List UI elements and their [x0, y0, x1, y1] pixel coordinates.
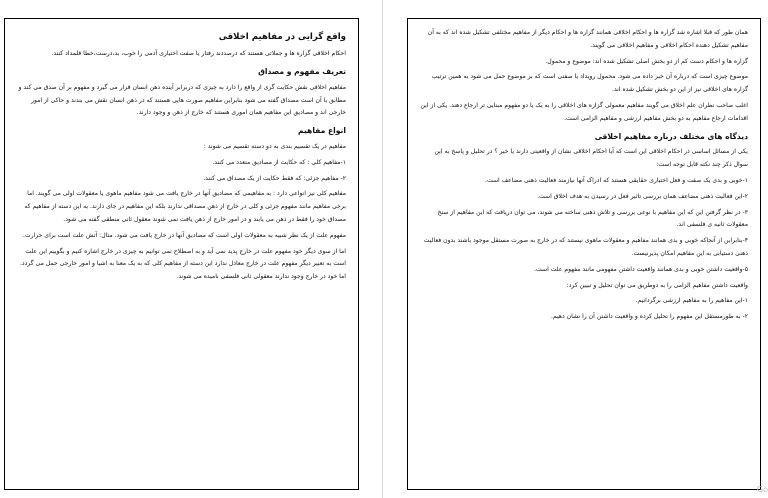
type-item: ۲- مفاهیم جزئی: که فقط حکایت از یک مصداق می کنند.	[203, 174, 346, 182]
section-heading-concept: تعریف مفهوم و مصداق	[258, 66, 346, 76]
list-item: ۱-خوبی و بدی یک صفت و فعل اختیاری حقایقی هستند که ادراک آنها نیازمند فعالیت ذهنی مضاعف است.	[485, 177, 748, 185]
page-heading: واقع گرایی در مفاهیم اخلاقی	[218, 32, 346, 42]
list-item: ۳- در نظر گرفتن این که این مفاهیم با نوعی بررسی و تلاش ذهنی ساخته می شوند، می توان دریافت که این مفاهیم از سنخ معقولات ثانیه ی فلسفی اند.	[437, 208, 748, 229]
paragraph-3: موضوع چیزی است که درباره آن خبر داده می شود. محمول رویداد یا صفتی است که بر موضوع حمل می شود به همین ترتیب گزاره های اخلاقی نیز از این دو بخش تشکیل شده اند.	[431, 73, 748, 94]
universal-concepts-paragraph: مفاهیم کلی نیز انواعی دارد : به مفاهیمی که مصادیق آنها در خارج یافت می شود مفاهیم ماهوی یا معقولات اولی می گویند. اما برخی مفاهیم مانند مفهوم جزئی و کلی در خارج از ذهن مصداقی ندارند بلکه این مفاهیم در جای دارند. به این دسته از مفاهیم که مصداق خود را فقط در ذهن می یابند و در امور خارج از ذهن یافت نمی شوند معقول ثانی منطقی گفته می شود.	[24, 190, 346, 224]
paragraph-4: اغلب صاحب نظران علم اخلاق می گویند مفاهیم معمولی گزاره های اخلاقی را به یک یا دو مفهوم مبنایی تر ارجاع دهند. یکی از این اقدامات ارجاع مفاهیم به دو بخش مفاهیم ارزشی و مفاهیم الزامی است.	[420, 101, 748, 122]
paragraph-2: گزاره ها و احکام دست کم از دو بخش اصلی تشکیل شده اند: موضوع و محمول.	[545, 57, 748, 65]
paragraph-5: یکی از مسائل اساسی در احکام اخلاقی این است که آیا احکام اخلاقی نشان از واقعیتی دارند یا خیر ؟ در تحلیل و پاسخ به این سوال ذکر چند نکته قابل توجه است:	[434, 148, 748, 169]
watermark: Go	[756, 485, 768, 494]
type-item: ۱-مفاهیم کلی : که حکایت از مصادیق متعدد می کنند.	[212, 158, 346, 166]
paragraph-1: همان طور که قبلا اشاره شد گزاره ها و احکام اخلاقی همانند گزاره ها و احکام دیگر از مفاهیم مختلفی تشکیل شده اند که به آن مفاهیم تشکیل دهنده احکام اخلاقی و مفاهیم اخلاقی می گویند.	[427, 29, 748, 49]
list-item: ۵-واقعیت داشتن خوبی و بدی همانند واقعیت داشتن مفهومی مانند مفهوم علت است.	[534, 265, 748, 273]
document-page-left	[4, 18, 359, 490]
document-page-right	[407, 18, 761, 490]
list-item: ۲-این فعالیت ذهنی مضاعف همان بررسی تاثیر فعل در رسیدن به هدف اخلاق است.	[537, 192, 748, 200]
list-item: ۱-این مفاهیم را به مفاهیم ارزشی برگردانیم.	[635, 297, 748, 305]
list-item: ۲- به طورمستقل این مفهوم را تحلیل کرده و واقعیت داشتن آن را نشان دهیم.	[550, 313, 748, 321]
page-divider	[382, 0, 383, 498]
philosophical-concepts-paragraph: اما از سوی دیگر خود مفهوم علت در خارج پدید نمی آید و به اصطلاح نمی توانیم به چیزی در خارج اشاره کنیم و بگوییم این علت است به تعبیر دیگر مفهوم علت در خارج معادل ندارد این دسته از مفاهیم کلی که به یک معنا به اشیا و امور خارجی حمل می گردد. اما خود در خارج وجود ندارند معقولی ثانی فلسفی نامیده می شوند.	[19, 247, 346, 281]
section-heading-types: انواع مفاهیم	[298, 126, 346, 136]
concept-paragraph: مفاهیم اخلاقی نقش حکایت گری از واقع را دارد به چیزی که دربرابر آینده ذهن انسان قرار می گیرد و مفهوم بر آن صدق می کند و مطابق با آن است مصداق گفته می شود بنابراین مفاهیم صورت هایی هستند که در ذهن انسان نقش می بندند و حاکی از امور خارجی اند و مصادیق این مفاهیم همان اموری هستند که خارج از ذهن و وجود دارند.	[18, 83, 346, 117]
types-intro: مفاهیم در یک تقسیم بندی به دو دسته تقسیم می شوند :	[203, 143, 346, 151]
list-item: ۴-بنابراین از آنجاکه خوبی و بدی همانند مفاهیم و معقولات ماهوی نیستند که در خارج به صورت مستقل موجود باشند بدون فعالیت ذهنی دستیابی به این مفاهیم امکان پذیرنیست.	[423, 237, 748, 258]
cause-concept-paragraph: مفهوم علت از یک نظر شبیه به معقولات اولی است که مصادیق آنها در خارج یافت می شود. مثال: آتش علت است برای حرارت.	[22, 231, 346, 239]
list-item: واقعیت داشتن مفاهیم الزامی را به دوطریق می توان تحلیل و تبیین کرد:	[566, 281, 748, 289]
intro-paragraph: احکام اخلاقی گزاره ها و جملاتی هستند که درصددند رفتار یا صفت اختیاری آدمی را خوب، بد،درست،خطا قلمداد کنند.	[51, 50, 346, 58]
section-heading-views: دیدگاه های مختلف درباره مفاهیم اخلاقی	[594, 131, 748, 141]
